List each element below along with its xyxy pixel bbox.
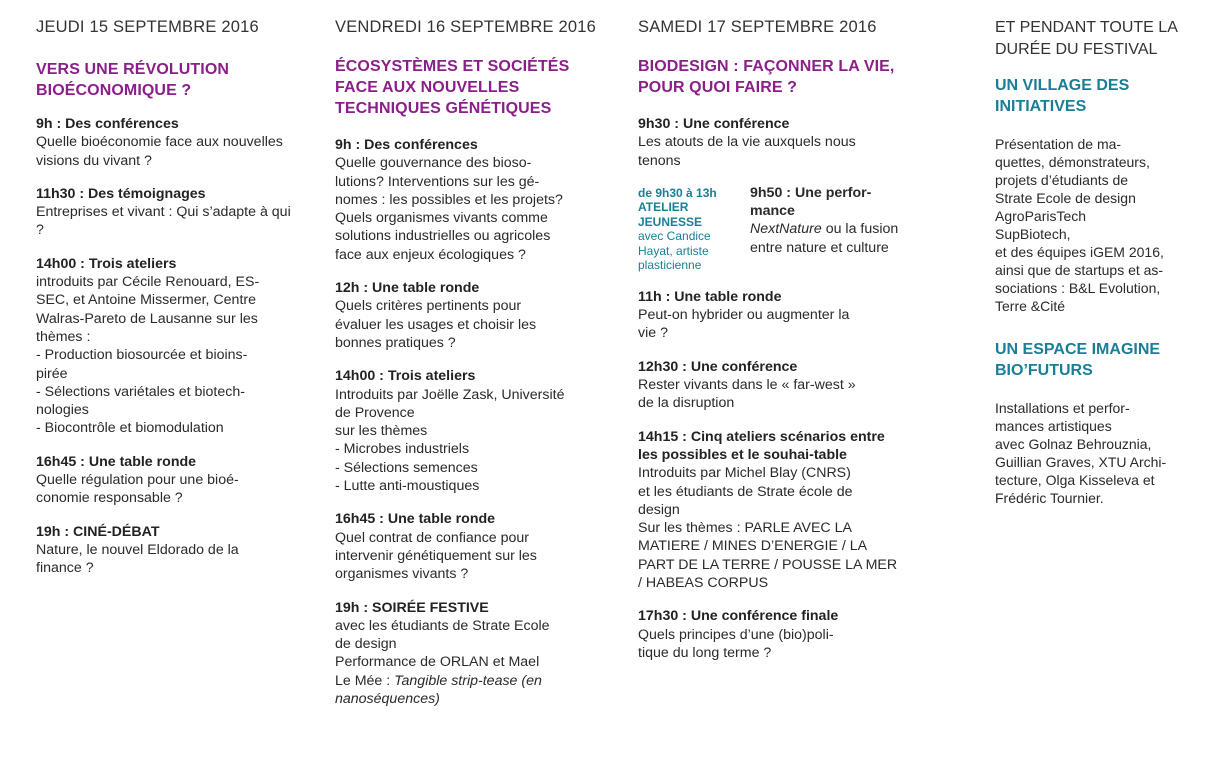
- day-theme: BIODESIGN : FAÇONNER LA VIE, POUR QUOI FAIRE ?: [638, 58, 895, 96]
- event-desc-block: [750, 220, 900, 257]
- festival-intro: ET PENDANT TOUTE LA DURÉE DU FESTIVAL: [995, 19, 1178, 58]
- event-time: 17h30 : Une conférence finale: [638, 608, 839, 625]
- event-time: 16h45 : Une table ronde: [36, 453, 197, 470]
- event-desc: Les atouts de la vie auxquels nous tenons: [638, 134, 856, 169]
- event-time: 9h30 : Une conférence: [638, 116, 790, 132]
- event-time: 9h : Des conférences: [36, 116, 179, 132]
- event-desc-italic: NextNature: [750, 221, 822, 238]
- performance-event: [750, 184, 900, 273]
- space-theme: UN ESPACE IMAGINE BIO’FUTURS: [995, 341, 1161, 379]
- event-desc: ou la fusion entre nature et culture: [750, 221, 899, 256]
- event-time: 12h : Une table ronde: [335, 280, 480, 297]
- day-heading: VENDREDI 16 SEPTEMBRE 2016: [335, 18, 597, 36]
- event-time: 11h : Une table ronde: [638, 288, 782, 305]
- event-desc: Introduits par Michel Blay (CNRS) et les étudiants de Strate école de design Sur les thèmes : PARLE AVEC LA MATIERE / MINES D’ENERGIE / LA PART DE LA TERRE / POUSSE LA MER / HABEAS CORPUS: [638, 465, 898, 592]
- event: [638, 428, 900, 593]
- space-text: Installations et perfor- mances artistiques avec Golnaz Behrouznia, Guillian Graves, XTU Archi- tecture, Olga Kisseleva et Frédéric Tournier.: [995, 400, 1167, 506]
- day-heading: JEUDI 15 SEPTEMBRE 2016: [36, 18, 259, 36]
- event: [36, 255, 298, 438]
- event-time: 19h : SOIRÉE FESTIVE: [335, 599, 489, 616]
- event-desc: avec les étudiants de Strate Ecole de design Performance de ORLAN et Mael Le Mée :: [335, 617, 550, 689]
- event: [335, 136, 601, 264]
- event: [36, 523, 298, 578]
- day-heading: SAMEDI 17 SEPTEMBRE 2016: [638, 18, 877, 36]
- event-desc: Quelle régulation pour une bioé- conomie responsable ?: [36, 472, 239, 507]
- day-column-saturday: [638, 0, 900, 662]
- event-desc: Quelle gouvernance des bioso- lutions? Interventions sur les gé- nomes : les possibles et les projets? Quels organismes vivants comme solutions industrielles ou agricoles face aux enjeux écologiques ?: [335, 155, 563, 263]
- day-column-thursday: [36, 0, 298, 578]
- event: [36, 115, 298, 170]
- event: [638, 288, 900, 343]
- event-desc-italic: Tangible strip-tease (en nanoséquences): [335, 672, 542, 708]
- event-desc: Quelle bioéconomie face aux nouvelles visions du vivant ?: [36, 134, 283, 169]
- event: [335, 599, 601, 709]
- youth-workshop-desc: avec Candice Hayat, artiste plasticienne: [638, 229, 711, 273]
- event-time: 16h45 : Une table ronde: [335, 511, 496, 528]
- event-desc: Rester vivants dans le « far-west » de la disruption: [638, 377, 856, 412]
- event-time: 14h00 : Trois ateliers: [335, 368, 476, 385]
- event-desc: Peut-on hybrider ou augmenter la vie ?: [638, 307, 850, 342]
- event-desc: Quel contrat de confiance pour intervenir génétiquement sur les organismes vivants ?: [335, 529, 537, 583]
- event-time: 11h30 : Des témoignages: [36, 185, 206, 202]
- event-time: 9h50 : Une perfor- mance: [750, 184, 872, 220]
- event-time: 12h30 : Une conférence: [638, 358, 798, 375]
- event: [335, 279, 601, 352]
- event-desc: Quels critères pertinents pour évaluer les usages et choisir les bonnes pratiques ?: [335, 298, 537, 351]
- event-desc: Quels principes d’une (bio)poli- tique du long terme ?: [638, 626, 834, 661]
- event-time: 14h00 : Trois ateliers: [36, 255, 177, 272]
- day-theme: ÉCOSYSTÈMES ET SOCIÉTÉS FACE AUX NOUVELLES TECHNIQUES GÉNÉTIQUES: [335, 58, 570, 117]
- event: [36, 185, 298, 240]
- event-desc: Entreprises et vivant : Qui s’adapte à qui ?: [36, 204, 291, 239]
- event: [638, 115, 900, 170]
- event: [638, 607, 900, 662]
- day-theme: VERS UNE RÉVOLUTION BIOÉCONOMIQUE ?: [36, 61, 230, 99]
- village-text: Présentation de ma- quettes, démonstrateurs, projets d’étudiants de Strate Ecole de design AgroParisTech SupBiotech, et des équipes iGEM 2016, ainsi que de startups et as- sociations : B&L Evolution, Terre &Cité: [995, 136, 1164, 314]
- village-theme: UN VILLAGE DES INITIATIVES: [995, 77, 1130, 115]
- event: [335, 367, 601, 495]
- parallel-events: [638, 184, 900, 273]
- event-desc: Introduits par Joëlle Zask, Université de Provence sur les thèmes - Microbes industriels - Sélections semences - Lutte anti-moustiques: [335, 386, 565, 495]
- youth-workshop-time: de 9h30 à 13h: [638, 185, 717, 200]
- event-desc-block: [335, 617, 601, 708]
- youth-workshop: [638, 186, 742, 273]
- event-desc: introduits par Cécile Renouard, ES- SEC, et Antoine Missermer, Centre Walras-Pareto de Lausanne sur les thèmes : - Production biosourcée et bioins- pirée - Sélections variétales et biotech- nologies - Biocontrôle et biomodulation: [36, 274, 260, 437]
- youth-workshop-title: ATELIER JEUNESSE: [638, 200, 703, 229]
- event-time: 14h15 : Cinq ateliers scénarios entre les possibles et le souhai-table: [638, 428, 885, 463]
- event-time: 9h : Des conférences: [335, 137, 478, 153]
- event: [36, 453, 298, 508]
- event: [335, 510, 601, 583]
- event-time: 19h : CINÉ-DÉBAT: [36, 523, 160, 540]
- event-desc: Nature, le nouvel Eldorado de la finance ?: [36, 541, 239, 577]
- day-column-friday: [335, 0, 601, 708]
- festival-column: [995, 0, 1195, 507]
- event: [638, 358, 900, 413]
